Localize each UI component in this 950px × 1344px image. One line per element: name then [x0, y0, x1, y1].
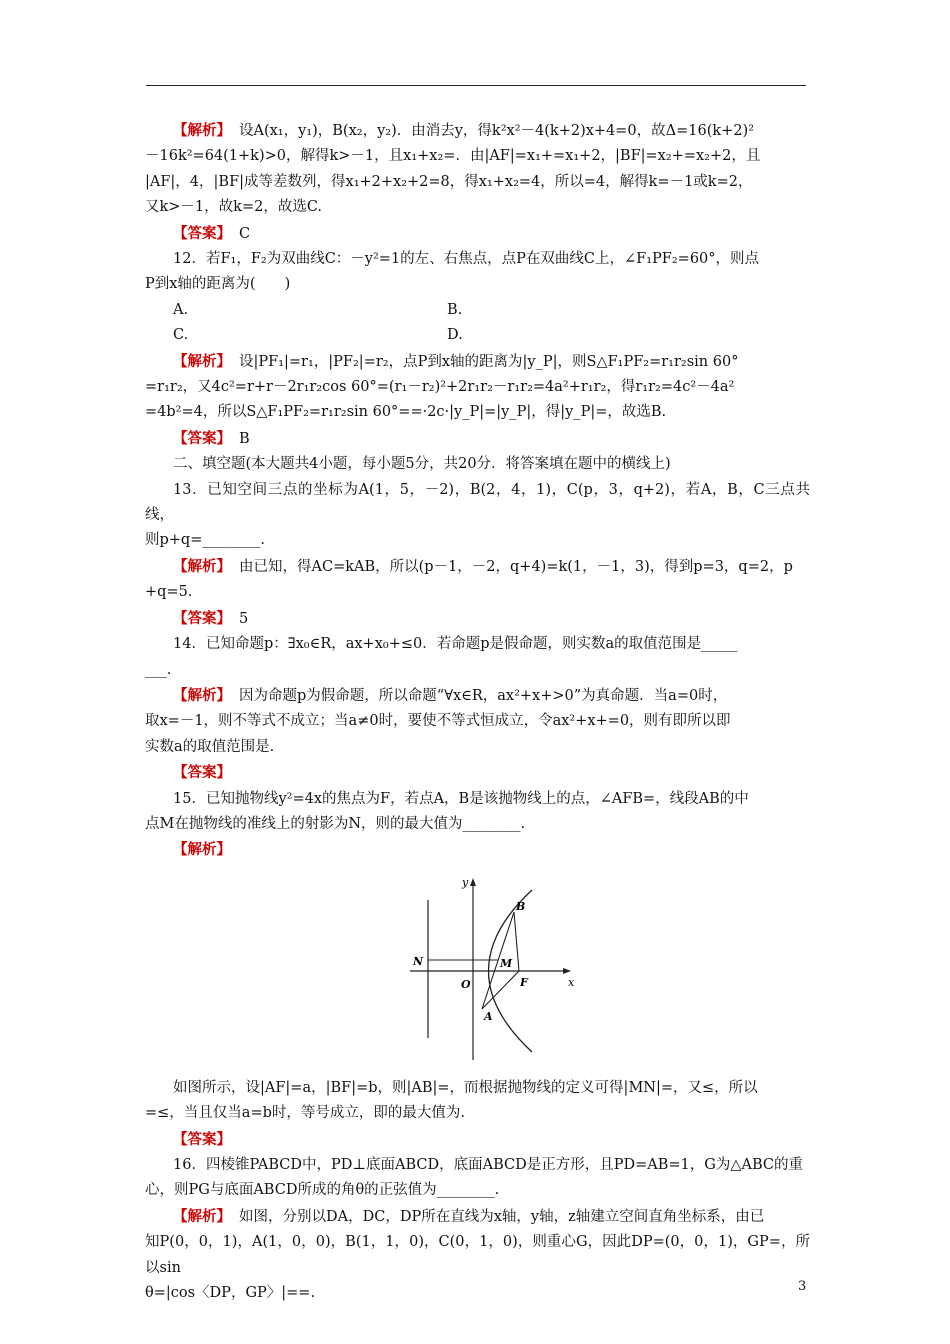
segment-bf — [514, 912, 519, 971]
header-rule — [146, 85, 806, 86]
q15-stem-line-1: 15．已知抛物线y²=4x的焦点为F，若点A，B是该抛物线上的点，∠AFB=，线段AB的中 — [173, 790, 749, 807]
q12-option-a: A. — [173, 301, 189, 318]
q12-analysis-text: 设|PF₁|=r₁，|PF₂|=r₂，点P到x轴的距离为|y_P|，则S△F₁PF₂=r₁r₂sin 60° — [239, 353, 739, 370]
q12-option-c: C. — [173, 327, 189, 344]
q14-analysis-line-1 — [145, 683, 810, 709]
label-b: B — [516, 899, 526, 913]
q15-solution-line-2: =≤，当且仅当a=b时，等号成立，即的最大值为. — [145, 1105, 465, 1122]
q14-stem-line-1: 14．已知命题p：∃x₀∈R，ax+x₀+≤0．若命题p是假命题，则实数a的取值范围是_____ — [173, 636, 738, 653]
q16-stem-line-2: 心，则PG与底面ABCD所成的角θ的正弦值为________. — [145, 1182, 500, 1199]
q15-analysis — [145, 837, 810, 863]
label-n: N — [413, 954, 424, 968]
q13-stem-line-1: 13．已知空间三点的坐标为A(1，5，－2)，B(2，4，1)，C(p，3，q+2)，若A，B，C三点共线， — [145, 481, 810, 524]
analysis-tag: 【解析】 — [173, 122, 231, 139]
q11-answer-value: C — [239, 225, 251, 242]
q12-analysis-line-3: =4b²=4，所以S△F₁PF₂=r₁r₂sin 60°==·2c·|y_P|=|y_P|，得|y_P|=，故选B. — [145, 404, 667, 421]
q12-stem-line-1: 12．若F₁，F₂为双曲线C：－y²=1的左、右焦点，点P在双曲线C上，∠F₁PF₂=60°，则点 — [173, 251, 760, 268]
q12-option-b: B. — [447, 301, 463, 318]
label-m: M — [500, 956, 513, 970]
section-2-heading: 二、填空题(本大题共4小题，每小题5分，共20分．将答案填在题中的横线上) — [173, 456, 671, 473]
q11-analysis-text: 设A(x₁，y₁)，B(x₂，y₂)．由消去y，得k²x²－4(k+2)x+4=0，故Δ=16(k+2)² — [239, 123, 755, 139]
q16-analysis-line-3: θ=|cos〈DP，GP〉|==. — [145, 1285, 316, 1301]
analysis-tag: 【解析】 — [173, 686, 231, 704]
q12-options-row-2 — [145, 323, 810, 348]
answer-tag: 【答案】 — [173, 224, 231, 242]
page-number: 3 — [798, 1279, 807, 1294]
q12-answer — [145, 426, 810, 452]
q12-analysis-line-2: =r₁r₂，又4c²=r+r－2r₁r₂cos 60°=(r₁－r₂)²+2r₁r₂－r₁r₂=4a²+r₁r₂，得r₁r₂=4c²－4a² — [145, 379, 735, 396]
q12-stem-line-2: P到x轴的距离为( ) — [145, 276, 291, 293]
x-axis-arrow — [563, 968, 571, 974]
q15-stem-line-2: 点M在抛物线的准线上的射影为N，则的最大值为________. — [145, 815, 526, 832]
segment-af — [482, 971, 519, 1009]
q11-analysis-line-1 — [145, 118, 810, 144]
q11-analysis-line-4: 又k>－1，故k=2，故选C. — [145, 199, 323, 216]
q12-option-d: D. — [447, 327, 463, 344]
q14-analysis-line-3: 实数a的取值范围是. — [145, 738, 275, 755]
label-y: y — [462, 875, 469, 889]
q13-analysis-line-1 — [145, 554, 810, 580]
parabola-diagram — [405, 870, 585, 1070]
q14-analysis-line-2: 取x=－1，则不等式不成立；当a≠0时，要使不等式恒成立，令ax²+x+=0，则有即所以即 — [145, 713, 731, 730]
q12-analysis-line-1 — [145, 349, 810, 375]
q13-answer — [145, 606, 810, 632]
q13-stem-line-2: 则p+q=________. — [145, 532, 265, 549]
answer-tag: 【答案】 — [173, 429, 231, 447]
q16-stem-line-1: 16．四棱锥PABCD中，PD⊥底面ABCD，底面ABCD是正方形，且PD=AB=1，G为△ABC的重 — [173, 1156, 803, 1173]
q13-analysis-line-2: +q=5. — [145, 584, 193, 601]
q14-stem-line-2: ___. — [145, 661, 172, 678]
label-a: A — [484, 1009, 493, 1023]
y-axis-arrow — [470, 878, 476, 886]
analysis-tag: 【解析】 — [173, 352, 231, 370]
analysis-tag: 【解析】 — [173, 557, 231, 575]
q11-analysis-line-3: |AF|，4，|BF|成等差数列，得x₁+2+x₂+2=8，得x₁+x₂=4，所以=4，解得k=－1或k=2， — [145, 173, 753, 190]
label-o: O — [461, 977, 471, 991]
label-f: F — [520, 975, 528, 989]
analysis-tag: 【解析】 — [173, 841, 231, 859]
label-x: x — [568, 975, 575, 989]
q14-analysis-text: 因为命题p为假命题，所以命题“∀x∈R，ax²+x+>0”为真命题．当a=0时， — [239, 687, 728, 704]
q15-answer — [145, 1127, 810, 1153]
parabola-figure — [145, 870, 810, 1076]
answer-tag: 【答案】 — [173, 609, 231, 627]
q11-analysis-line-2: －16k²=64(1+k)>0，解得k>－1，且x₁+x₂=．由|AF|=x₁+=x₁+2，|BF|=x₂+=x₂+2，且 — [145, 148, 761, 165]
q16-analysis-text: 如图，分别以DA，DC，DP所在直线为x轴，y轴，z轴建立空间直角坐标系，由已 — [239, 1208, 765, 1225]
q13-analysis-text: 由已知，得AC=kAB，所以(p－1，－2，q+4)=k(1，－1，3)，得到p=3，q=2，p — [239, 558, 793, 575]
q12-options-row-1 — [145, 298, 810, 323]
page-content — [145, 118, 810, 1306]
q15-solution-line-1: 如图所示，设|AF|=a，|BF|=b，则|AB|=，而根据抛物线的定义可得|MN|=，又≤，所以 — [173, 1079, 758, 1096]
q14-answer — [145, 760, 810, 786]
answer-tag: 【答案】 — [173, 764, 231, 782]
q16-analysis-line-1 — [145, 1204, 810, 1230]
q16-analysis-line-2: 知P(0，0，1)，A(1，0，0)，B(1，1，0)，C(0，1，0)，则重心G，因此DP=(0，0，1)，GP=，所以sin — [145, 1234, 810, 1276]
q12-answer-value: B — [239, 430, 250, 447]
q13-answer-value: 5 — [239, 610, 249, 627]
q11-answer — [145, 221, 810, 247]
analysis-tag: 【解析】 — [173, 1207, 231, 1225]
answer-tag: 【答案】 — [173, 1130, 231, 1148]
